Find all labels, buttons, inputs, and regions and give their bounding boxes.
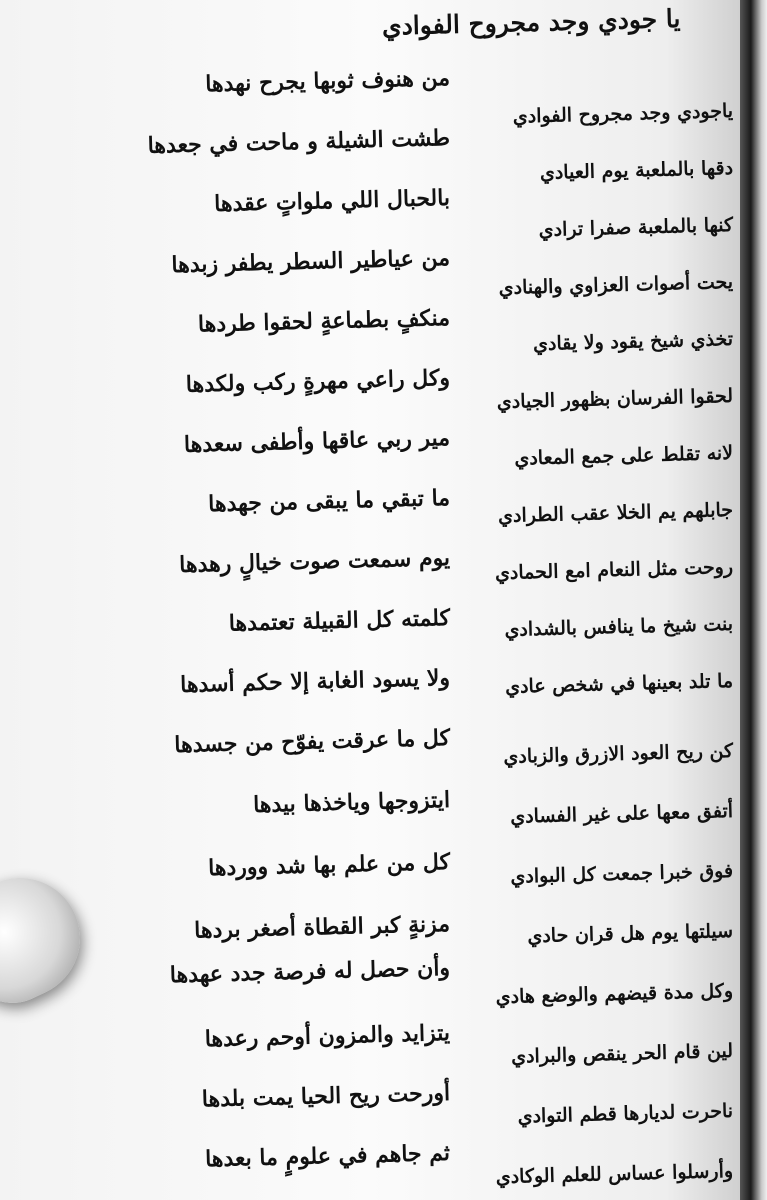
right-verse-line: تخذي شيخ يقود ولا يقادي [532,328,734,356]
poem-title: يا جودي وجد مجروح الفوادي [381,4,681,41]
right-verse-line: كنها بالملعبة صفرا ترادي [538,214,734,242]
right-verse-line: يحت أصوات العزاوي والهنادي [498,271,734,300]
left-verse-line: مزنةٍ كبر القطاة أصغر بردها [193,911,451,944]
left-verse-line: مير ربي عاقها وأطفى سعدها [183,425,451,458]
left-verse-line: يتزايد والمزون أوحم رعدها [204,1020,451,1053]
left-verse-line: وأن حصل له فرصة جدد عهدها [169,955,451,989]
right-verse-line: وكل مدة قيضهم والوضع هادي [495,980,734,1009]
left-verse-line: كل ما عرقت يفوّح من جسدها [174,725,451,759]
right-verse-line: لحقوا الفرسان بظهور الجيادي [496,385,734,414]
fingertip [0,858,100,1017]
left-verse-line: ما تبقي ما يبقى من جهدها [207,485,451,518]
right-verse-line: ياجودي وجد مجروح الفوادي [512,100,734,128]
left-verse-line: كلمته كل القبيلة تعتمدها [228,605,451,637]
left-verse-line: أورحت ريح الحيا يمت بلدها [201,1080,451,1113]
right-verse-line: بنت شيخ ما ينافس بالشدادي [504,613,734,641]
right-verse-line: وأرسلوا عساس للعلم الوكادي [495,1160,734,1189]
right-verse-line: ناحرت لديارها قطم التوادي [517,1100,734,1128]
left-verse-line: يوم سمعت صوت خيالٍ رهدها [178,545,451,579]
left-verse-line: ولا يسود الغابة إلا حكم أسدها [179,665,451,699]
left-verse-line: ثم جاهم في علومٍ ما بعدها [204,1140,451,1173]
left-verse-line: وكل راعي مهرةٍ ركب ولكدها [185,365,451,398]
left-verse-line: طشت الشيلة و ماحت في جعدها [147,125,451,159]
right-verse-line: سيلتها يوم هل قران حادي [527,920,734,948]
right-verse-line: لانه تقلط على جمع المعادي [514,442,734,470]
left-verse-line: بالحبال اللي ملواتٍ عقدها [213,185,451,218]
right-verse-line: جابلهم يم الخلا عقب الطرادي [497,499,734,528]
right-verse-line: روحت مثل النعام امع الحمادي [494,556,734,585]
book-spine [740,0,767,1200]
right-verse-line: كن ريح العود الازرق والزبادي [503,740,734,769]
right-verse-line: لين قام الحر ينقص والبرادي [510,1040,734,1068]
right-verse-line: أتفق معها على غير الفسادي [510,800,734,828]
left-verse-line: منكفٍ بطماعةٍ لحقوا طردها [197,305,451,338]
right-verse-line: فوق خبرا جمعت كل البوادي [510,860,734,888]
right-verse-line: ما تلد بعينها في شخص عادي [504,670,734,698]
right-verse-line: دقها بالملعبة يوم العيادي [539,157,734,185]
left-verse-line: ايتزوجها وياخذها بيدها [252,787,451,819]
left-verse-line: كل من علم بها شد ووردها [207,849,451,882]
left-verse-line: من عياطير السطر يطفر زبدها [171,245,451,279]
left-verse-line: من هنوف ثوبها يجرح نهدها [204,65,451,98]
